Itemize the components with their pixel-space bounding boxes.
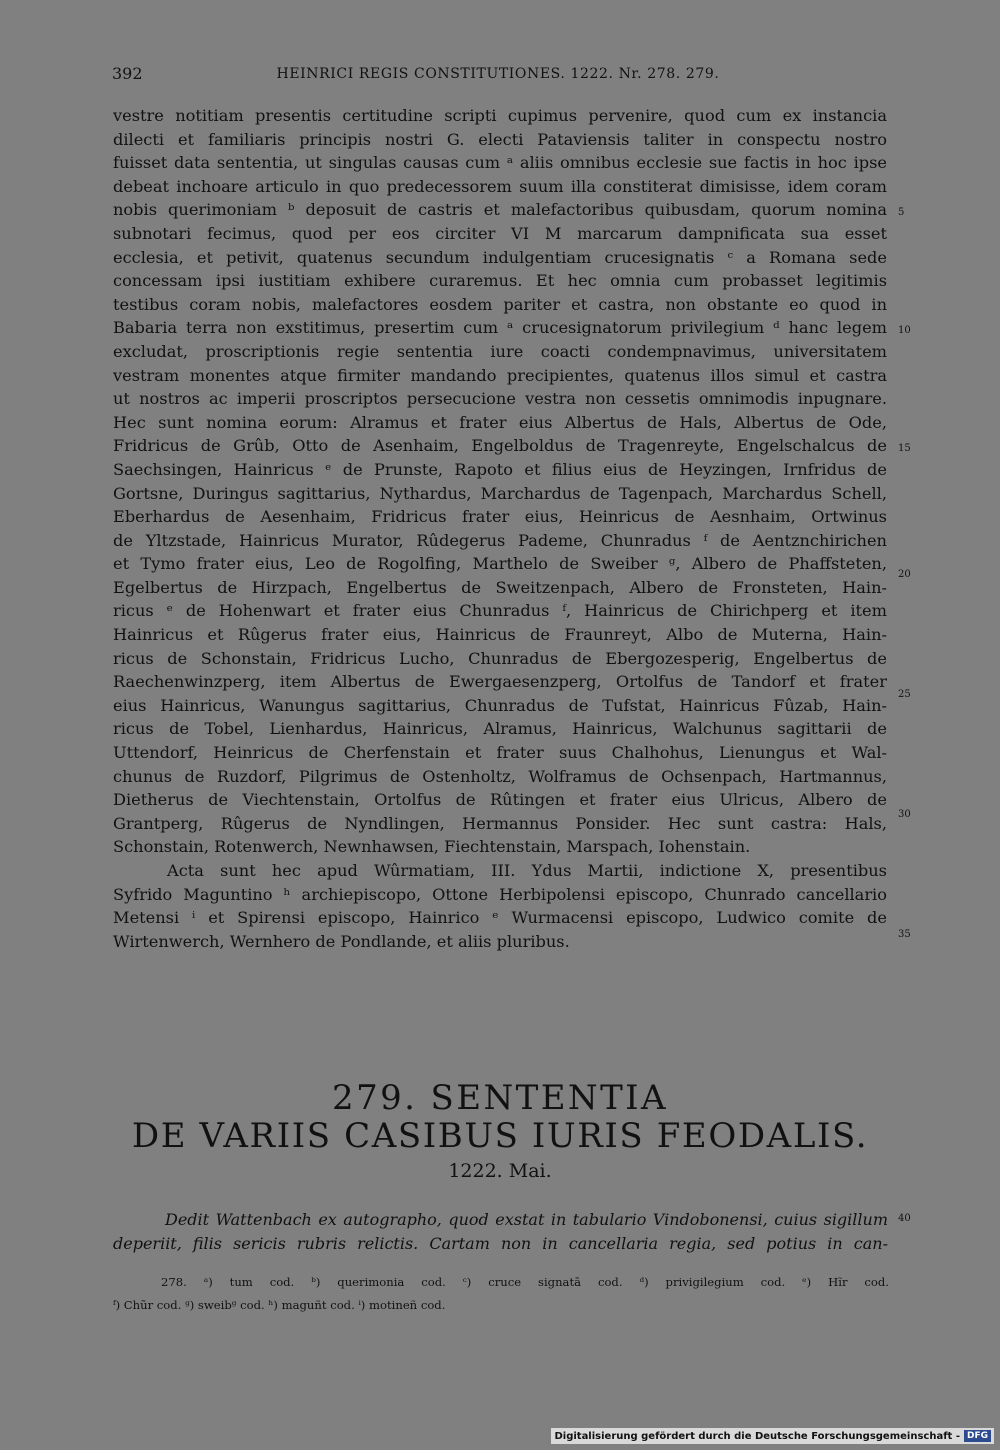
line-number: 10 [898, 325, 911, 336]
dfg-logo: DFG [964, 1430, 991, 1442]
text-line: ricus ᵉ de Hohenwart et frater eius Chunradus ᶠ, Hainricus de Chirichperg et item [113, 601, 887, 621]
text-line: fuisset data sententia, ut singulas causas cum ᵃ aliis omnibus ecclesie sue factis in hoc ipse [113, 153, 887, 173]
text-line: Raechenwinzperg, item Albertus de Ewergaesenzperg, Ortolfus de Tandorf et frater [113, 672, 887, 692]
section-intro [113, 1208, 888, 1256]
text-line: ecclesia, et petivit, quatenus secundum indulgentiam crucesignatis ᶜ a Romana sede [113, 247, 887, 267]
text-line: eius Hainricus, Wanungus sagittarius, Chunradus de Tufstat, Hainricus Fûzab, Hain- [113, 695, 887, 715]
line-number: 40 [898, 1213, 911, 1224]
footnote-line: ᶠ) Chũr cod. ᵍ) sweibᵍ cod. ʰ) maguñt cod. ⁱ) motineñ cod. [113, 1298, 446, 1312]
text-line: ricus de Tobel, Lienhardus, Hainricus, Alramus, Hainricus, Walchunus sagittarii de [113, 719, 887, 739]
intro-line: Dedit Wattenbach ex autographo, quod exstat in tabulario Vindobonensi, cuius sigillum [165, 1210, 888, 1229]
text-line: vestram monentes atque firmiter mandando precipientes, quatenus illos simul et castra [113, 365, 887, 385]
line-number: 35 [898, 929, 911, 940]
text-line: Acta sunt hec apud Wûrmatiam, III. Ydus Martii, indictione X, presentibus [167, 861, 887, 880]
section-title: 279. SENTENTIA [332, 1078, 668, 1118]
text-line: Saechsingen, Hainricus ᵉ de Prunste, Rapoto et filius eius de Heyzingen, Irnfridus de [113, 459, 887, 479]
text-line: de Yltzstade, Hainricus Murator, Rûdegerus Pademe, Chunradus ᶠ de Aentznchirichen [113, 530, 887, 550]
text-line: excludat, proscriptionis regie sententia iure coacti condempnavimus, universitatem [113, 341, 887, 361]
text-line: Uttendorf, Heinricus de Cherfenstain et frater suus Chalhohus, Lienungus et Wal- [113, 743, 887, 763]
dfg-footer [551, 1428, 994, 1444]
text-line: ut nostros ac imperii proscriptos persecucione vestra non cessetis omnimodis inpugnare. [113, 389, 887, 409]
text-line: Babaria terra non exstitimus, presertim cum ᵃ crucesignatorum privilegium ᵈ hanc legem [113, 318, 887, 338]
footer-text: Digitalisierung gefördert durch die Deutsche Forschungsgemeinschaft - [554, 1430, 960, 1442]
text-line: Fridricus de Grûb, Otto de Asenhaim, Engelboldus de Tragenreyte, Engelschalcus de [113, 436, 887, 456]
text-line: chunus de Ruzdorf, Pilgrimus de Ostenholtz, Wolframus de Ochsenpach, Hartmannus, [113, 766, 887, 786]
text-line: Syfrido Maguntino ʰ archiepiscopo, Ottone Herbipolensi episcopo, Chunrado cancellario [113, 884, 887, 904]
intro-line: deperiit, filis sericis rubris relictis. Cartam non in cancellaria regia, sed potius in can- [113, 1234, 888, 1253]
line-number: 15 [898, 443, 911, 454]
line-number: 25 [898, 689, 911, 700]
text-line: et Tymo frater eius, Leo de Rogolfing, Marthelo de Sweiber ᵍ, Albero de Phaffsteten, [113, 554, 887, 574]
text-line: ricus de Schonstain, Fridricus Lucho, Chunradus de Ebergozesperig, Engelbertus de [113, 648, 887, 668]
page-header [110, 64, 886, 86]
line-number: 30 [898, 809, 911, 820]
text-line: vestre notitiam presentis certitudine scripti cupimus pervenire, quod cum ex instancia [113, 106, 887, 125]
footnote-line: 278. ᵃ) tum cod. ᵇ) querimonia cod. ᶜ) cruce signatā cod. ᵈ) privigilegium cod. ᵉ) Hĩr cod. [161, 1275, 889, 1289]
text-line: Hainricus et Rûgerus frater eius, Hainricus de Fraunreyt, Albo de Muterna, Hain- [113, 625, 887, 645]
line-number: 20 [898, 569, 911, 580]
text-line: Dietherus de Viechtenstain, Ortolfus de Rûtingen et frater eius Ulricus, Albero de [113, 790, 887, 810]
running-title: HEINRICI REGIS CONSTITUTIONES. 1222. Nr. 278. 279. [276, 66, 720, 82]
text-line: nobis querimoniam ᵇ deposuit de castris et malefactoribus quibusdam, quorum nomina [113, 200, 887, 220]
text-line: Eberhardus de Aesenhaim, Fridricus frater eius, Heinricus de Aesnhaim, Ortwinus [113, 507, 887, 527]
text-line: concessam ipsi iustitiam exhibere curaremus. Et hec omnia cum probasset legitimis [113, 271, 887, 291]
section-date: 1222. Mai. [448, 1160, 552, 1182]
footnotes [113, 1271, 889, 1317]
text-line: Egelbertus de Hirzpach, Engelbertus de Sweitzenpach, Albero de Fronsteten, Hain- [113, 577, 887, 597]
main-text [113, 104, 911, 953]
text-line: Hec sunt nomina eorum: Alramus et frater eius Albertus de Hals, Albertus de Ode, [113, 412, 887, 432]
text-line: Metensi ⁱ et Spirensi episcopo, Hainrico ᵉ Wurmacensi episcopo, Ludwico comite de [113, 908, 887, 928]
text-line: testibus coram nobis, malefactores eosdem pariter et castra, non obstante eo quod in [113, 294, 887, 314]
text-line: Gortsne, Duringus sagittarius, Nythardus, Marchardus de Tagenpach, Marchardus Schell, [113, 483, 887, 503]
text-line: dilecti et familiaris principis nostri G. electi Pataviensis taliter in conspectu nostro [113, 129, 887, 149]
text-line: Wirtenwerch, Wernhero de Pondlande, et aliis pluribus. [113, 931, 570, 951]
text-line: debeat inchoare articulo in quo predecessorem suum illa constiterat dimisisse, idem coram [113, 176, 887, 196]
page-number: 392 [112, 64, 143, 83]
text-line: Schonstain, Rotenwerch, Newnhawsen, Fiechtenstain, Marspach, Iohenstain. [113, 837, 751, 857]
text-line: Grantperg, Rûgerus de Nyndlingen, Hermannus Ponsider. Hec sunt castra: Hals, [113, 813, 887, 833]
line-number: 5 [898, 207, 905, 218]
text-line: subnotari fecimus, quod per eos circiter VI M marcarum dampnificata sua esset [113, 223, 887, 243]
section-subtitle: DE VARIIS CASIBUS IURIS FEODALIS. [131, 1116, 869, 1156]
